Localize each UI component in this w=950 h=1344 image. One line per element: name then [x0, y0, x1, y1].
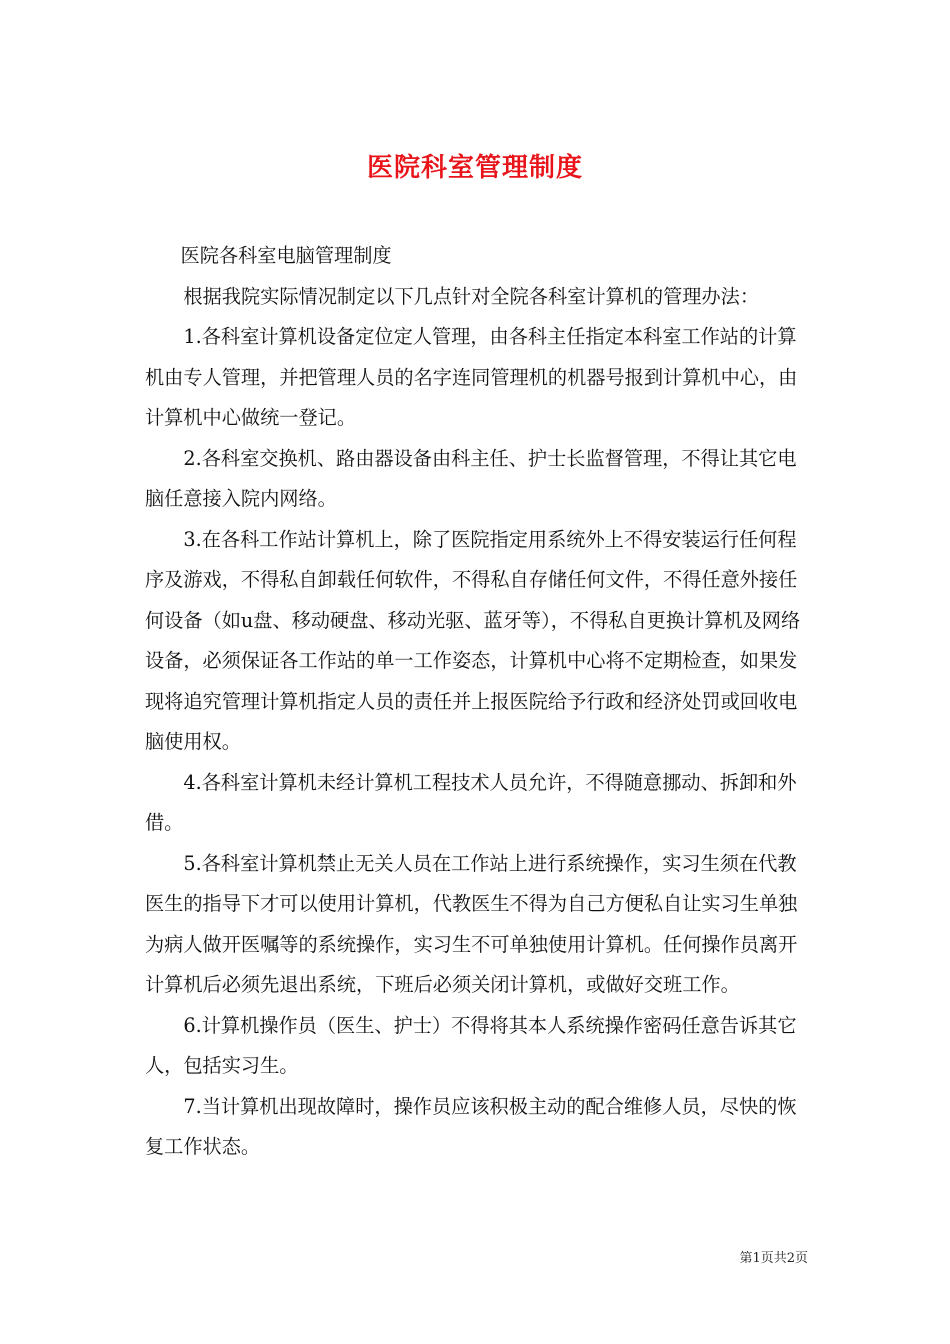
- paragraph-rule-2: 2.各科室交换机、路由器设备由科主任、护士长监督管理，不得让其它电脑任意接入院内网络。: [145, 446, 797, 510]
- paragraph-rule-7: 7.当计算机出现故障时，操作员应该积极主动的配合维修人员，尽快的恢复工作状态。: [145, 1094, 797, 1158]
- paragraph-rule-4: 4.各科室计算机未经计算机工程技术人员允许，不得随意挪动、拆卸和外借。: [145, 770, 797, 834]
- page-number: 第1页共2页: [739, 1251, 808, 1266]
- paragraph-rule-1: 1.各科室计算机设备定位定人管理，由各科主任指定本科室工作站的计算机由专人管理，并把管理人员的名字连同管理机的机器号报到计算机中心，由计算机中心做统一登记。: [145, 325, 798, 429]
- paragraph-rule-3: 3.在各科工作站计算机上，除了医院指定用系统外上不得安装运行任何程序及游戏，不得私自卸载任何软件，不得私自存储任何文件，不得任意外接任何设备（如u盘、移动硬盘、移动光驱、蓝牙等），不得私自更换计算机及网络设备，必须保证各工作站的单一工作姿态，计算机中心将不定期检查，如果发现将追究管理计算机指定人员的责任并上报医院给予行政和经济处罚或回收电脑使用权。: [145, 527, 801, 753]
- document-title: 医院科室管理制度: [366, 153, 583, 184]
- section-subtitle: 医院各科室电脑管理制度: [180, 244, 392, 267]
- paragraph-rule-5: 5.各科室计算机禁止无关人员在工作站上进行系统操作，实习生须在代教医生的指导下才可以使用计算机，代教医生不得为自己方便私自让实习生单独为病人做开医嘱等的系统操作，实习生不可单独使用计算机。任何操作员离开计算机后必须先退出系统，下班后必须关闭计算机，或做好交班工作。: [145, 851, 798, 996]
- document-body: [145, 236, 810, 1168]
- paragraph-intro: 根据我院实际情况制定以下几点针对全院各科室计算机的管理办法：: [183, 284, 760, 308]
- paragraph-rule-6: 6.计算机操作员（医生、护士）不得将其本人系统操作密码任意告诉其它人，包括实习生。: [145, 1013, 797, 1077]
